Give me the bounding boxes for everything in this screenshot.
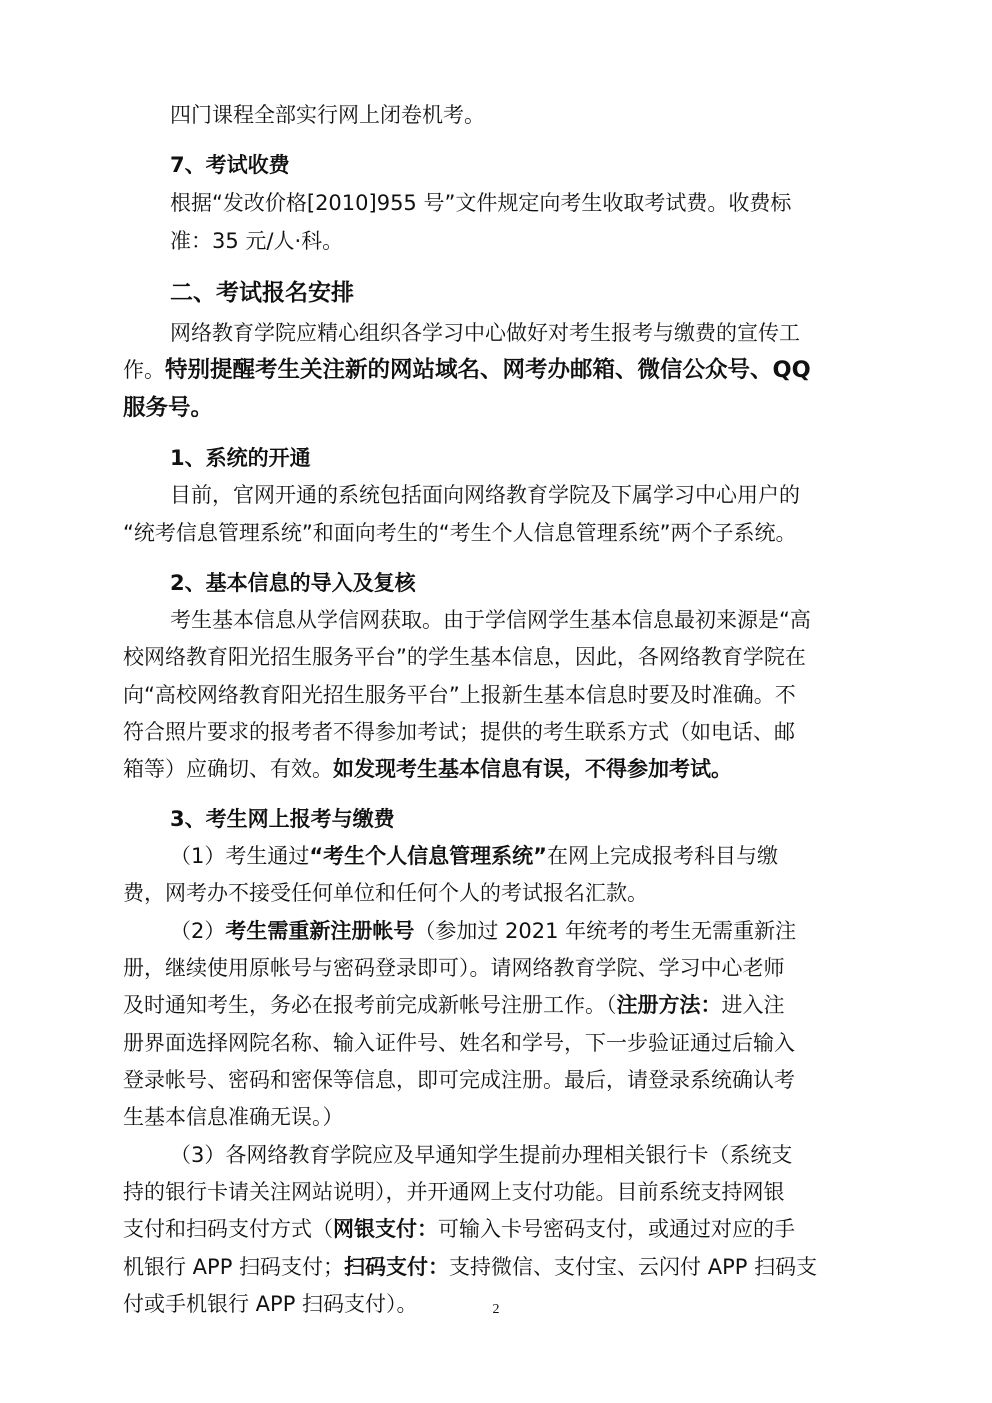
line-10 <box>0 480 992 510</box>
text-segment: 7、考试收费 <box>170 153 290 177</box>
text-segment: 进入注 <box>721 993 785 1017</box>
line-01 <box>0 100 992 130</box>
text-segment: 网络教育学院应精心组织各学习中心做好对考生报考与缴费的宣传工 <box>170 321 800 345</box>
text-segment: （2） <box>170 919 226 943</box>
text-segment: 及时通知考生，务必在报考前完成新帐号注册工作。（ <box>123 993 617 1017</box>
heading-1-system <box>0 443 992 473</box>
line-26 <box>0 1102 992 1132</box>
text-segment: 向“高校网络教育阳光招生服务平台”上报新生基本信息时要及时准确。不 <box>123 683 796 707</box>
text-segment: 机银行 APP 扫码支付； <box>123 1255 345 1279</box>
text-segment: 登录帐号、密码和密保等信息，即可完成注册。最后，请登录系统确认考 <box>123 1068 795 1092</box>
heading-7-exam-fee <box>0 150 992 180</box>
line-15 <box>0 680 992 710</box>
text-segment: 持的银行卡请关注网站说明），并开通网上支付功能。目前系统支持网银 <box>123 1180 785 1204</box>
text-segment: 准：35 元/人·科。 <box>170 229 344 253</box>
bold-text: 如发现考生基本信息有误，不得参加考试。 <box>333 757 732 781</box>
bold-text: 特别提醒考生关注新的网站域名、网考办邮箱、微信公众号、QQ <box>165 357 811 383</box>
text-segment: （1）考生通过 <box>170 844 310 868</box>
line-13 <box>0 605 992 635</box>
bold-text: 考生需重新注册帐号 <box>225 919 415 943</box>
text-segment: 册界面选择网院名称、输入证件号、姓名和学号，下一步验证通过后输入 <box>123 1031 795 1055</box>
line-20 <box>0 878 992 908</box>
line-11 <box>0 518 992 548</box>
text-segment: 付或手机银行 APP 扫码支付）。 <box>123 1292 418 1316</box>
line-27 <box>0 1140 992 1170</box>
text-segment: 册，继续使用原帐号与密码登录即可）。请网络教育学院、学习中心老师 <box>123 956 785 980</box>
line-08 <box>0 393 992 423</box>
line-04 <box>0 226 992 256</box>
text-segment: （3）各网络教育学院应及早通知学生提前办理相关银行卡（系统支 <box>170 1143 793 1167</box>
line-30 <box>0 1252 992 1282</box>
text-segment: 根据“发改价格[2010]955 号”文件规定向考生收取考试费。收费标 <box>170 191 792 215</box>
line-28 <box>0 1177 992 1207</box>
bold-text: 注册方法： <box>616 993 722 1017</box>
text-segment: 费，网考办不接受任何单位和任何个人的考试报名汇款。 <box>123 881 648 905</box>
line-29 <box>0 1214 992 1244</box>
text-segment: 3、考生网上报考与缴费 <box>170 807 395 831</box>
bold-text: 服务号。 <box>123 395 214 421</box>
line-06 <box>0 318 992 348</box>
line-23 <box>0 990 992 1020</box>
section-heading-2 <box>0 278 992 308</box>
text-segment: 在网上完成报考科目与缴 <box>546 844 778 868</box>
line-22 <box>0 953 992 983</box>
text-segment: 目前，官网开通的系统包括面向网络教育学院及下属学习中心用户的 <box>170 483 800 507</box>
text-segment: 考生基本信息从学信网获取。由于学信网学生基本信息最初来源是“高 <box>170 608 811 632</box>
text-segment: 四门课程全部实行网上闭卷机考。 <box>170 103 485 127</box>
text-segment: 校网络教育阳光招生服务平台”的学生基本信息，因此，各网络教育学院在 <box>123 645 806 669</box>
line-03 <box>0 188 992 218</box>
text-segment: 1、系统的开通 <box>170 446 311 470</box>
line-21 <box>0 916 992 946</box>
heading-3-register-pay <box>0 804 992 834</box>
text-segment: （参加过 2021 年统考的考生无需重新注 <box>414 919 797 943</box>
text-segment: 生基本信息准确无误。） <box>123 1105 344 1129</box>
heading-2-basic-info <box>0 568 992 598</box>
line-25 <box>0 1065 992 1095</box>
page-number: 2 <box>492 1302 500 1317</box>
text-segment: 箱等）应确切、有效。 <box>123 757 333 781</box>
line-19 <box>0 841 992 871</box>
bold-text: 扫码支付： <box>344 1255 450 1279</box>
text-segment: “统考信息管理系统”和面向考生的“考生个人信息管理系统”两个子系统。 <box>123 521 797 545</box>
text-segment: 二、考试报名安排 <box>170 280 354 306</box>
line-24 <box>0 1028 992 1058</box>
text-segment: 支付和扫码支付方式（ <box>123 1217 333 1241</box>
text-segment: 可输入卡号密码支付，或通过对应的手 <box>438 1217 795 1241</box>
line-07 <box>0 355 992 385</box>
line-14 <box>0 642 992 672</box>
line-17 <box>0 754 992 784</box>
text-segment: 符合照片要求的报考者不得参加考试；提供的考生联系方式（如电话、邮 <box>123 720 795 744</box>
bold-text: “考生个人信息管理系统” <box>309 844 547 868</box>
text-segment: 2、基本信息的导入及复核 <box>170 571 416 595</box>
line-16 <box>0 717 992 747</box>
text-segment: 支持微信、支付宝、云闪付 APP 扫码支 <box>449 1255 818 1279</box>
bold-text: 网银支付： <box>333 1217 438 1241</box>
text-segment: 作。 <box>123 358 165 382</box>
